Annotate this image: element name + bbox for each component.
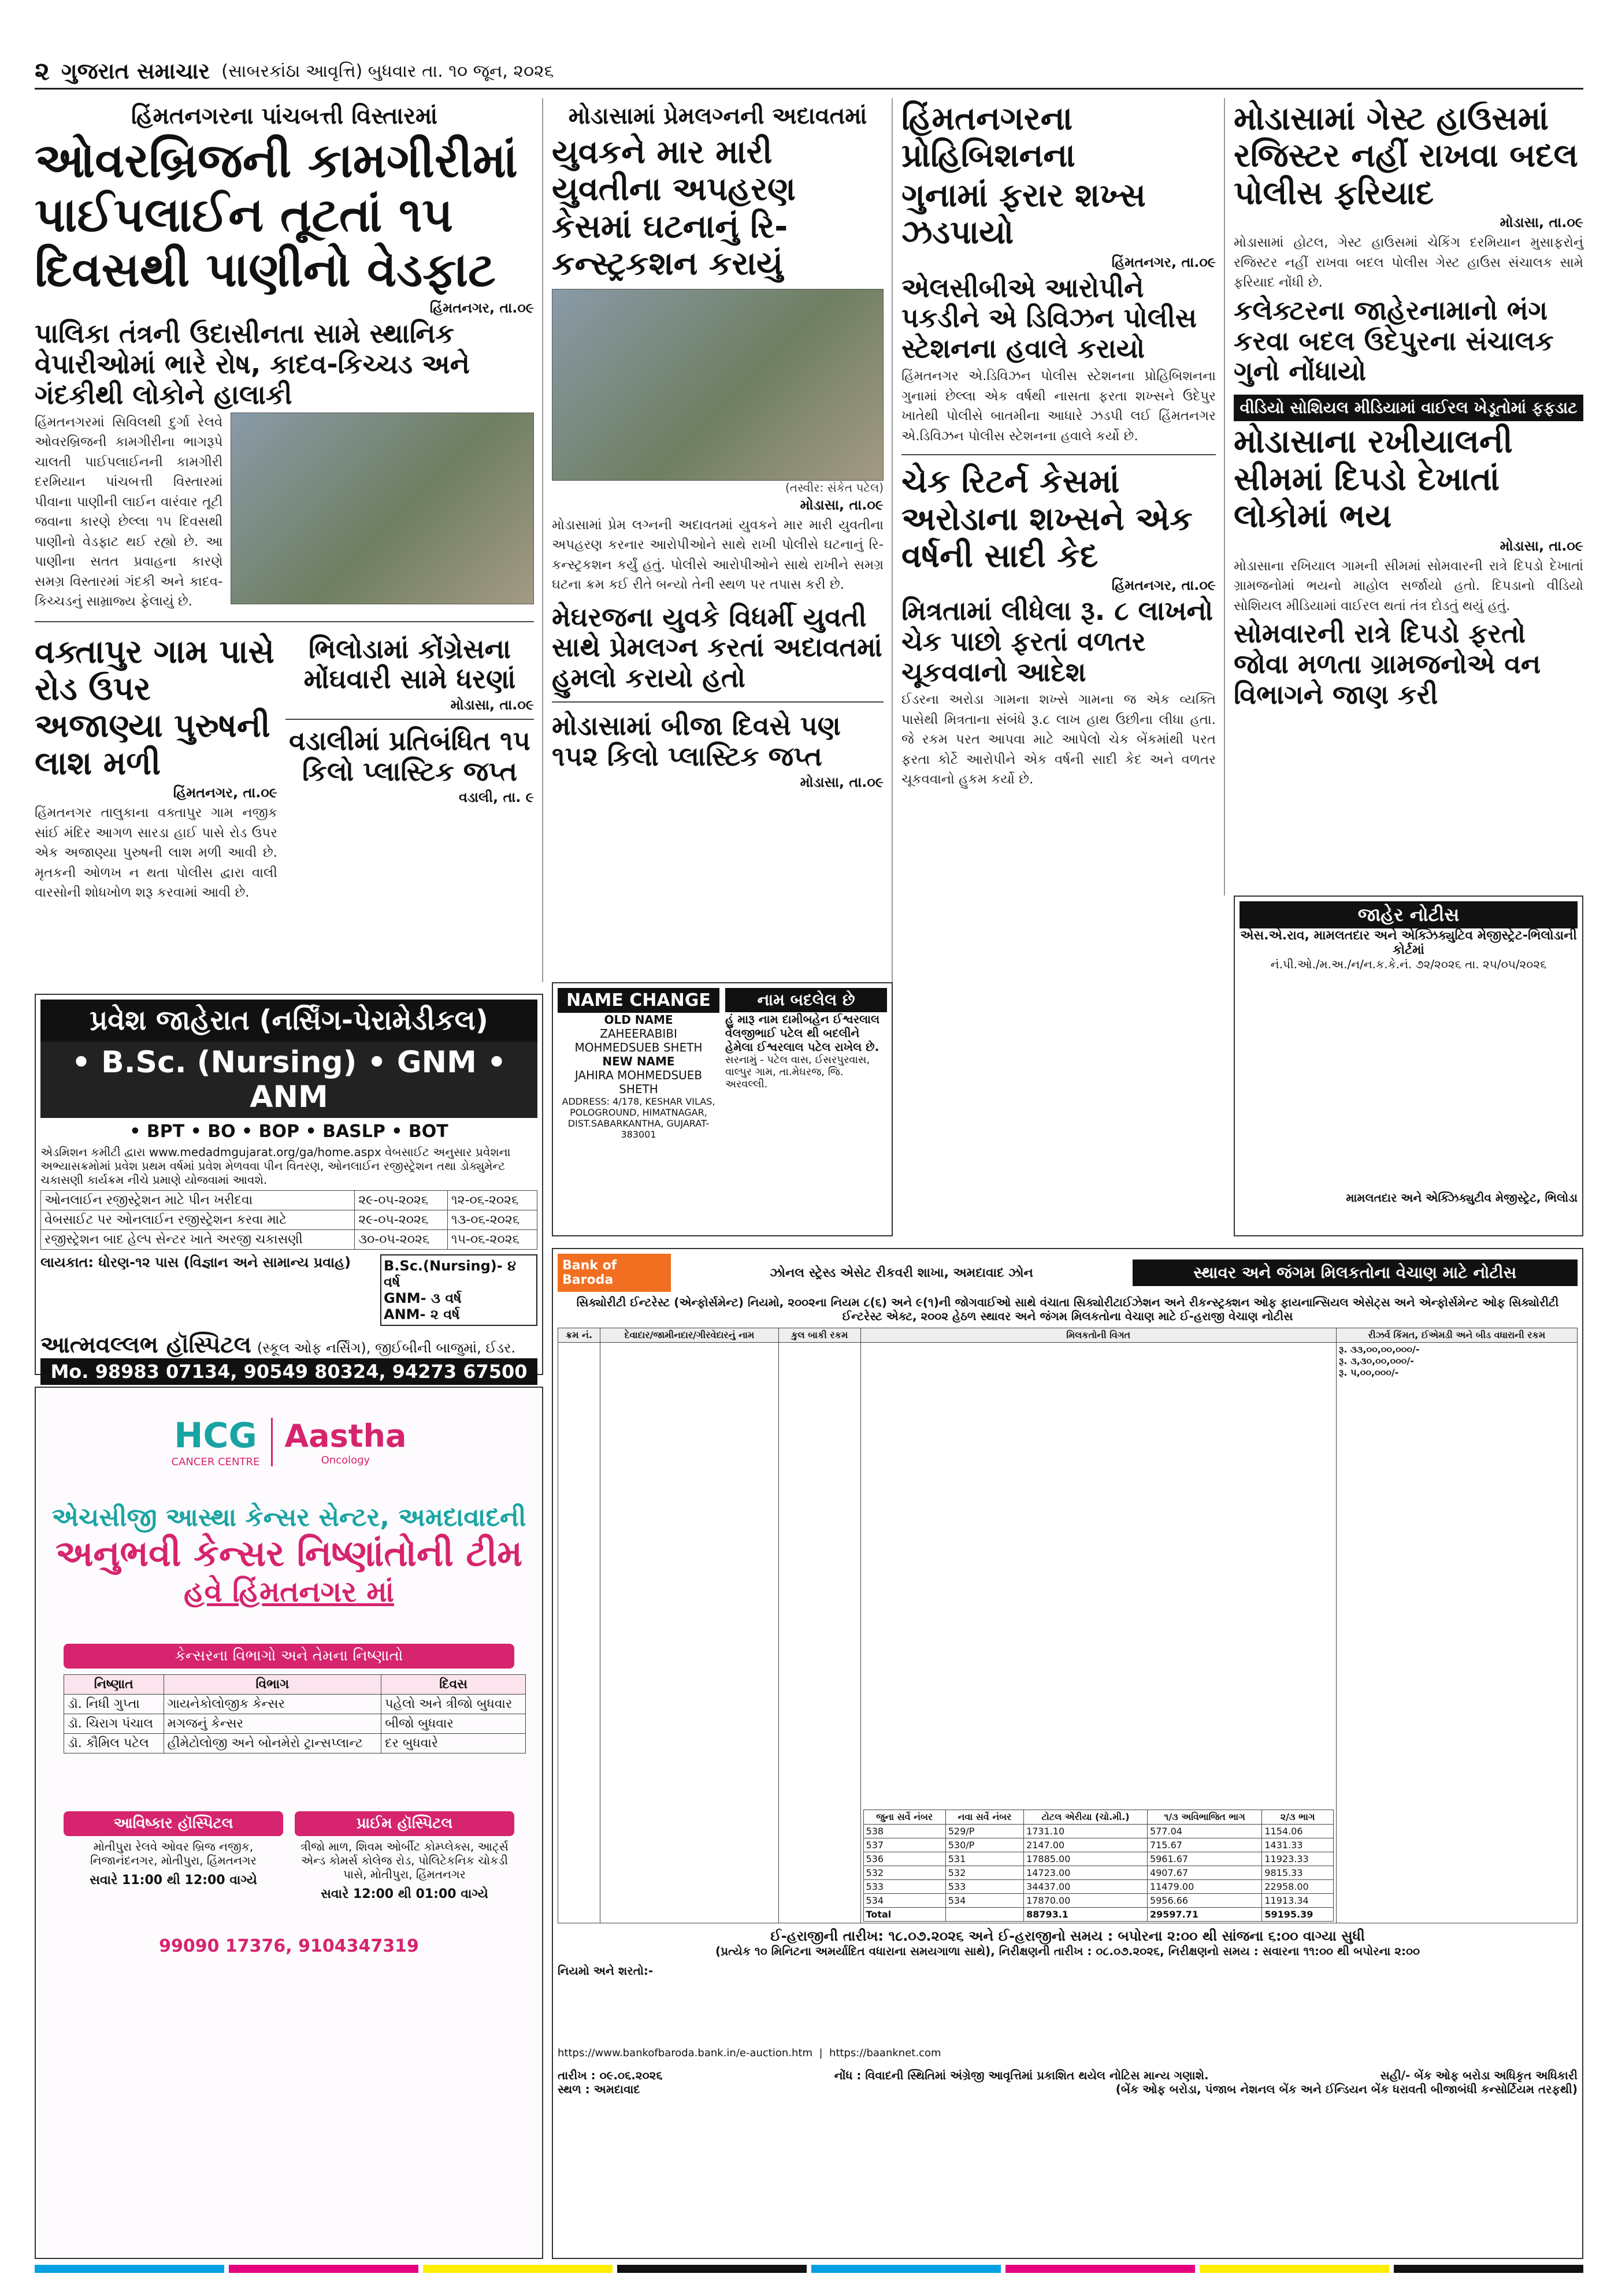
- cell: 5956.66: [1147, 1894, 1261, 1908]
- table-row: [863, 1866, 1333, 1880]
- page-number: ૨: [35, 57, 50, 86]
- h-property: મિલકતોની વિગત: [860, 1328, 1336, 1343]
- cell: 11923.33: [1262, 1852, 1334, 1866]
- cell: 531: [945, 1852, 1023, 1866]
- classifieds-block: [552, 982, 893, 1236]
- department: ગાયનેકોલોજીક કેન્સર: [164, 1695, 381, 1714]
- hcg-cancer-ad: [35, 1387, 543, 2259]
- reserve-cell: [1336, 1343, 1577, 1923]
- signer: મામલતદાર અને એક્ઝિક્યુટીવ મેજીસ્ટ્રેટ, ભિલોડા: [1346, 1191, 1578, 1205]
- col2-modasa-kidnap: [552, 98, 893, 982]
- photo-caption: (તસ્વીર: સંકેત પટેલ): [785, 480, 884, 495]
- cell: 1431.33: [1262, 1838, 1334, 1852]
- article-body: હિંમતનગર એ.ડિવિઝન પોલીસ સ્ટેશનના પ્રોહિબિશનના ગુનામાં છેલ્લા એક વર્ષથી નાસતા ફરતા શખ્સને ઉદેપુર ખાતેથી પોલીસે બાતમીના આધારે ઝડપી લઈ હિંમતનગર એ.ડિવિઝન પોલીસ સ્ટેશનના હવાલે કર્યો છે.: [901, 369, 1216, 444]
- cell: [945, 1908, 1023, 1922]
- kicker: હિંમતનગરના પાંચબત્તી વિસ્તારમાં: [131, 103, 438, 129]
- hcg-table-title: કેન્સરના વિભાગો અને તેમના નિષ્ણાતો: [64, 1644, 514, 1669]
- name-change-title-gu: નામ બદલેલ છે: [725, 988, 887, 1012]
- story3-dateline: મોડાસા, તા.૦૯: [800, 774, 884, 791]
- reserve-price: રૂ. ૩૩,૦૦,૦૦,૦૦૦/-: [1338, 1344, 1420, 1355]
- story3-headline: ભિલોડામાં કોંગ્રેસના મોંઘવારી સામે ધરણાં: [303, 633, 516, 695]
- new-name: JAHIRA MOHMEDSUEB SHETH: [574, 1068, 703, 1096]
- headline: ગુનામાં ફરાર શખ્સ ઝડપાયો: [901, 176, 1146, 252]
- schedule-start: ૨૯-૦૫-૨૦૨૬: [355, 1210, 448, 1230]
- bank-logo: Bank of Baroda: [558, 1254, 671, 1292]
- cell: 4907.67: [1147, 1866, 1261, 1880]
- name-change-text: હું મારૂ નામ દામીબહેન ઈશ્વરલાલ વેલજીભાઈ પટેલ થી બદલીને હેમેલા ઈશ્વરલાલ પટેલ રાખેલ છે.: [725, 1012, 880, 1054]
- admission-ad: [35, 994, 543, 1383]
- cell: 532: [863, 1866, 945, 1880]
- col-day: દિવસ: [381, 1675, 526, 1695]
- story2-sub-headline: મિત્રતામાં લીધેલા રૂ. ૮ લાખનો ચેક પાછો ફરતાં વળતર ચૂકવવાનો આદેશ: [901, 595, 1214, 688]
- cell: 1731.10: [1024, 1825, 1148, 1838]
- story3-headline: સોમવારની રાત્રે દિપડો ફરતો જોવા મળતા ગ્રામજનોએ વન વિભાગને જાણ કરી: [1234, 618, 1541, 710]
- doctor: ડૉ. કૌમિલ પટેલ: [64, 1734, 164, 1753]
- ad-courses: • B.Sc. (Nursing) • GNM • ANM: [40, 1042, 537, 1118]
- col-department: વિભાગ: [164, 1675, 381, 1695]
- schedule-end: ૧૨-૦૬-૨૦૨૬: [447, 1191, 537, 1210]
- cell: 537: [863, 1838, 945, 1852]
- cell: 5961.67: [1147, 1852, 1261, 1866]
- new-name-label: NEW NAME: [602, 1054, 675, 1068]
- edition-date: (સાબરકાંઠા આવૃત્તિ) બુધવાર તા. ૧૦ જૂન, ૨૦૨૬: [221, 61, 554, 81]
- duration-bsc: B.Sc.(Nursing)- ૪ વર્ષ: [384, 1258, 516, 1290]
- kicker: મોડાસામાં પ્રેમલગ્નની અદાવતમાં: [568, 103, 867, 129]
- cell: 529/P: [945, 1825, 1023, 1838]
- duration-gnm: GNM- ૩ વર્ષ: [384, 1290, 462, 1306]
- story2-headline: મોડાસાના રખીયાલની સીમમાં દિપડો દેખાતાં લોકોમાં ભય: [1234, 423, 1513, 536]
- location-1: [64, 1811, 283, 1901]
- footer-sign: સહી/- બેંક ઓફ બરોડા અધિકૃત અધિકારી: [1380, 2068, 1578, 2082]
- loc1-address: મોતીપુરા રેલવે ઓવર બ્રિજ નજીક, નિજાનંદનગર, મોતીપુરા, હિંમતનગર: [90, 1840, 257, 1867]
- hcg-logo-sub: CANCER CENTRE: [171, 1456, 260, 1468]
- col1-himmatnagar-pipeline: [35, 98, 543, 982]
- schedule-label: ઓનલાઈન રજીસ્ટ્રેશન માટે પીન ખરીદવા: [41, 1191, 355, 1210]
- ad-subcourses: • BPT • BO • BOP • BASLP • BOT: [129, 1121, 448, 1142]
- story2-headline: ચેક રિટર્ન કેસમાં અરોડાના શખ્સને એક વર્ષની સાદી કેદ: [901, 463, 1193, 575]
- name-change-sign: સરનામું - પટેલ વાસ, ઈસરપુરવાસ, વાલ્પુર ગામ, તા.મેઘરજ, જિ. અરવલ્લી.: [725, 1054, 870, 1090]
- headline: મોડાસામાં ગેસ્ટ હાઉસમાં રજિસ્ટર નહીં રાખવા બદલ પોલીસ ફરિયાદ: [1234, 100, 1578, 212]
- bank-auction-notice: [552, 1248, 1583, 2259]
- cell: 11913.34: [1262, 1894, 1334, 1908]
- cell: 538: [863, 1825, 945, 1838]
- story3-headline: મોડાસામાં બીજા દિવસે પણ ૧૫૨ કિલો પ્લાસ્ટિક જપ્ત: [552, 710, 841, 772]
- cell: 533: [945, 1880, 1023, 1894]
- masthead: ગુજરાત સમાચાર: [61, 58, 210, 84]
- day: પહેલો અને ત્રીજો બુધવાર: [381, 1695, 526, 1714]
- schedule-row: [41, 1191, 537, 1210]
- cell: 533: [863, 1880, 945, 1894]
- ad-phone: Mo. 98983 07134, 90549 80324, 94273 67500: [40, 1358, 537, 1385]
- footer-date: તારીખ : ૦૯.૦૬.૨૦૨૬: [558, 2068, 663, 2082]
- land-h: જુના સર્વે નંબર: [863, 1810, 945, 1825]
- land-h: ટોટલ એરીયા (ચો.મી.): [1024, 1810, 1148, 1825]
- cell: 14723.00: [1024, 1866, 1148, 1880]
- footer-note: નોંધ : વિવાદની સ્થિતિમાં અંગ્રેજી આવૃત્તિમાં પ્રકાશિત થયેલ નોટિસ માન્ય ગણાશે.: [834, 2068, 1209, 2082]
- location-2: [295, 1811, 514, 1901]
- hospital-address: (સ્કૂલ ઓફ નર્સિંગ), જીઈબીની બાજુમાં, ઈડર.: [257, 1340, 516, 1356]
- hcg-line1: એચસીજી આસ્થા કેન્સર સેન્ટર, અમદાવાદની: [51, 1503, 526, 1532]
- court-name: એસ.એ.રાવ, મામલતદાર અને એક્ઝિક્યુટિવ મેજીસ્ટ્રેટ-ભિલોડાની કોર્ટમાં: [1240, 928, 1577, 957]
- hcg-phone: 99090 17376, 9104347319: [159, 1936, 419, 1956]
- baanknet-link[interactable]: https://baanknet.com: [829, 2047, 941, 2059]
- department: હીમેટોલોજી અને બોનમેરો ટ્રાન્સપ્લાન્ટ: [164, 1734, 381, 1753]
- dateline: હિંમતનગર, તા.૦૯: [429, 299, 534, 316]
- story2-headline: વક્તાપુર ગામ પાસે રોડ ઉપર અજાણ્યા પુરુષની લાશ મળી: [35, 633, 274, 782]
- schedule-start: ૨૯-૦૫-૨૦૨૬: [355, 1191, 448, 1210]
- dues-cell: [778, 1343, 860, 1923]
- cell: 577.04: [1147, 1825, 1261, 1838]
- aastha-logo: Aastha: [284, 1417, 407, 1454]
- col3-prohibition: [901, 98, 1225, 896]
- headline: ઓવરબ્રિજની કામગીરીમાં પાઈપલાઈન તૂટતાં ૧૫ દિવસથી પાણીનો વેડફાટ: [35, 133, 518, 298]
- dateline: મોડાસા, તા.૦૯: [1500, 214, 1583, 231]
- department: મગજનું કેન્સર: [164, 1714, 381, 1734]
- bank-zone: ઝોનલ સ્ટ્રેસ્ડ એસેટ રીકવરી શાખા, અમદાવાદ ઝોન: [770, 1265, 1033, 1280]
- land-h: ૨/૩ ભાગ: [1262, 1810, 1334, 1825]
- loc1-time: સવારે 11:00 થી 12:00 વાગ્યે: [90, 1873, 257, 1888]
- cell: 715.67: [1147, 1838, 1261, 1852]
- story2-dateline: હિંમતનગર, તા.૦૯: [1111, 577, 1216, 594]
- story2-banner: વીડિયો સોશિયલ મીડિયામાં વાઈરલ ખેડૂતોમાં ફફડાટ: [1234, 395, 1583, 421]
- h-reserve: રીઝર્વ કિંમત, ઈએમડી અને બીડ વધારાની રકમ: [1336, 1328, 1577, 1343]
- sub-headline: કલેક્ટરના જાહેરનામાનો ભંગ કરવા બદલ ઉદેપુરના સંચાલક ગુનો નોંધાયો: [1234, 294, 1554, 387]
- cell: 9815.33: [1262, 1866, 1334, 1880]
- schedule-row: [41, 1230, 537, 1250]
- table-row: [863, 1880, 1333, 1894]
- terms-title: નિયમો અને શરતો:-: [558, 1964, 654, 1978]
- schedule-table: [40, 1190, 537, 1250]
- day: દર બુધવારે: [381, 1734, 526, 1753]
- cell: 17870.00: [1024, 1894, 1148, 1908]
- auction-sub: (પ્રત્યેક ૧૦ મિનિટના અમર્યાદિત વધારાના સમયગાળા સાથે), નિરીક્ષણની તારીખ : ૦૮.૦૭.૨૦૨૬, નિરીક્ષણનો સમય : સવારના ૧૧:૦૦ થી બપોરના ૨:૦૦: [715, 1944, 1420, 1958]
- ad-title: પ્રવેશ જાહેરાત (નર્સિંગ-પેરામેડીકલ): [40, 1000, 537, 1042]
- cell: 536: [863, 1852, 945, 1866]
- story4-headline: વડાલીમાં પ્રતિબંધિત ૧૫ કિલો પ્લાસ્ટિક જપ્ત: [289, 725, 530, 787]
- bank-footer-2: [558, 2082, 1578, 2096]
- bank-footer: [558, 2068, 1578, 2082]
- headline: યુવકને માર મારી યુવતીના અપહરણ કેસમાં ઘટનાનું રિ-કન્સ્ટ્રકશન કરાયું: [552, 133, 796, 283]
- cell: 1154.06: [1262, 1825, 1334, 1838]
- schedule-start: ૩૦-૦૫-૨૦૨૬: [355, 1230, 448, 1250]
- case-number: નં.પી.ઓ./મ.અ./ન/ન.ક.કે.નં. ૭૨/૨૦૨૬ તા. ૨૫/૦૫/૨૦૨૬: [1270, 957, 1547, 971]
- page-header: [35, 55, 1583, 90]
- print-color-bar: [35, 2265, 1583, 2273]
- old-name-label: OLD NAME: [604, 1013, 673, 1027]
- story2-dateline: હિંમતનગર, તા.૦૯: [173, 785, 277, 801]
- hcg-logo: HCG: [174, 1416, 257, 1456]
- aastha-logo-sub: Oncology: [321, 1454, 370, 1466]
- cell: 2147.00: [1024, 1838, 1148, 1852]
- court-notice: [1234, 896, 1583, 1236]
- story2-body: હિંમતનગર તાલુકાના વક્તાપુર ગામ નજીક સાંઈ મંદિર આગળ સારડા હાઈ પાસે રોડ ઉપર એક અજાણ્યા પુરુષની લાશ મળી આવી છે. મૃતકની ઓળખ ન થતા પોલીસ દ્વારા વાલી વારસોની શોધખોળ શરૂ કરવામાં આવી છે.: [35, 805, 277, 901]
- durations-box: [380, 1254, 537, 1326]
- schedule-label: વેબસાઈટ પર ઓનલાઈન રજીસ્ટ્રેશન કરવા માટે: [41, 1210, 355, 1230]
- cell: Total: [863, 1908, 945, 1922]
- story2-body: ઈડરના અરોડા ગામના શખ્સે ગામના જ એક વ્યક્તિ પાસેથી મિત્રતાના સંબંધે રૂ.૮ લાખ હાથ ઉછીના લીધા હતા. જે રકમ પરત આપવા માટે આપેલો ચેક બેંકમાંથી પરત ફરતા કોર્ટે આરોપીને એક વર્ષની સાદી કેદ અને વળતર ચૂકવવાનો હુકમ કર્યો છે.: [901, 692, 1216, 787]
- table-row: [64, 1714, 526, 1734]
- article-body: હિંમતનગરમાં સિવિલથી દુર્ગા રેલવે ઓવરબ્રિજની કામગીરીના ભાગરૂપે ચાલતી પાઈપલાઈનની કામગીરી દરમિયાન પાંચબત્તી વિસ્તારમાં પીવાના પાણીની લાઈન વારંવાર તૂટી જવાના કારણે છેલ્લા ૧૫ દિવસથી પાણીનો વેડફાટ થઈ રહ્યો છે. આ પાણીના સતત પ્રવાહના કારણે સમગ્ર વિસ્તારમાં ગંદકી અને કાદવ-કિચ્ચડનું સામ્રાજ્ય ફેલાયું છે.: [35, 414, 223, 610]
- story4-dateline: વડાલી, તા. ૯: [459, 789, 534, 806]
- land-h: ૧/૩ અવિભાજિત ભાગ: [1147, 1810, 1261, 1825]
- loc1-title: આવિષ્કાર હૉસ્પિટલ: [64, 1811, 283, 1836]
- cell: 59195.39: [1262, 1908, 1334, 1922]
- ad-intro: એડમિશન કમીટી દ્વારા www.medadmgujarat.org/ga/home.aspx વેબસાઈટ અનુસાર પ્રવેશના અભ્યાસક્રમોમાં પ્રવેશ પ્રથમ વર્ષમાં પ્રવેશ મેળવવા પીન વિતરણ, ઓનલાઈન રજીસ્ટ્રેશન તથા ડોક્યુમેન્ટ ચકાસણી કાર્યક્રમ નીચે પ્રમાણે યોજવામાં આવશે.: [40, 1145, 511, 1187]
- land-table: [863, 1810, 1334, 1922]
- table-row: [863, 1908, 1333, 1922]
- footer-brackets: (બેંક ઓફ બરોડા, પંજાબ નેશનલ બેંક અને ઈન્ડિયન બેંક ધરાવતી બીજાબંધી કન્સોર્ટિયમ તરફથી): [1115, 2082, 1578, 2096]
- col-doctor: નિષ્ણાત: [64, 1675, 164, 1695]
- schedule-label: રજીસ્ટ્રેશન બાદ હેલ્પ સેન્ટર ખાતે અરજી ચકાસણી: [41, 1230, 355, 1250]
- land-h: નવા સર્વે નંબર: [945, 1810, 1023, 1825]
- bank-websites: https://www.bankofbaroda.bank.in/e-auction.htm | https://baanknet.com: [558, 2047, 941, 2059]
- address: ADDRESS: 4/178, KESHAR VILAS, POLOGROUND, HIMATNAGAR, DIST.SABARKANTHA, GUJARAT-383001: [562, 1096, 715, 1140]
- borrower-cell: [600, 1343, 778, 1923]
- doctor: ડૉ. ચિરાગ પંચાલ: [64, 1714, 164, 1734]
- cell: 532: [945, 1866, 1023, 1880]
- article-body: મોડાસામાં પ્રેમ લગ્નની અદાવતમાં યુવકને માર મારી યુવતીના અપહરણ કરનાર આરોપીઓને સાથે રાખી પોલીસે ઘટનાનું રિ-કન્સ્ટ્રકશન કર્યું હતું. પોલીસે આરોપીઓને સાથે રાખીને સમગ્ર ઘટના ક્રમ કઈ રીતે બન્યો તેની સ્થળ પર તપાસ કરી છે.: [552, 517, 884, 593]
- loc2-time: સવારે 12:00 થી 01:00 વાગ્યે: [321, 1887, 488, 1901]
- hcg-line2: અનુભવી કેન્સર નિષ્ણાંતોની ટીમ: [55, 1532, 523, 1574]
- article-body: મોડાસામાં હોટલ, ગેસ્ટ હાઉસમાં ચેકિંગ દરમિયાન મુસાફરોનું રજિસ્ટર નહીં રાખવા બદલ પોલીસ ગેસ્ટ હાઉસ સંચાલક સામે ફરિયાદ નોંધી છે.: [1234, 235, 1583, 291]
- dateline: હિંમતનગર, તા.૦૯: [1111, 254, 1216, 270]
- duration-anm: ANM- ૨ વર્ષ: [384, 1306, 460, 1322]
- story2-body: મોડાસાના રખિયાલ ગામની સીમમાં સોમવારની રાત્રે દિપડો દેખાતાં ગ્રામજનોમાં ભયનો માહોલ સર્જાયો હતો. દિપડાનો વીડિયો સોશિયલ મીડિયામાં વાઈરલ થતાં તંત્ર દોડતું થયું હતું.: [1234, 558, 1583, 614]
- emd: રૂ. ૩,૩૦,૦૦,૦૦૦/-: [1338, 1355, 1414, 1366]
- sub-headline: પાલિકા તંત્રની ઉદાસીનતા સામે સ્થાનિક વેપારીઓમાં ભારે રોષ, કાદવ-કિચ્ચડ અને ગંદકીથી લોકોને હાલાકી: [35, 317, 470, 410]
- table-row: [64, 1695, 526, 1714]
- bank-property-table: [558, 1328, 1578, 1923]
- h-borrower: દેવાદાર/જામીનદાર/ગીરવેદારનું નામ: [600, 1328, 778, 1343]
- hospital-name: આત્મવલ્લભ હૉસ્પિટલ: [40, 1332, 251, 1358]
- hcg-line3: હવે હિંમતનગર માં: [184, 1575, 394, 1608]
- bank-notice-title: સ્થાવર અને જંગમ મિલકતોના વેચાણ માટે નોટીસ: [1133, 1260, 1578, 1286]
- road-water-photo: [231, 413, 534, 604]
- schedule-end: ૧૩-૦૬-૨૦૨૬: [447, 1210, 537, 1230]
- cell: 534: [863, 1894, 945, 1908]
- story2-dateline: મોડાસા, તા.૦૯: [1500, 537, 1583, 554]
- eligibility: લાયકાત: ધોરણ-૧૨ પાસ (વિજ્ઞાન અને સામાન્ય પ્રવાહ): [40, 1254, 351, 1270]
- day: બીજો બુધવાર: [381, 1714, 526, 1734]
- cell: 22958.00: [1262, 1880, 1334, 1894]
- h-sr: ક્રમ નં.: [558, 1328, 600, 1343]
- table-row: [863, 1838, 1333, 1852]
- bank-website-link[interactable]: https://www.bankofbaroda.bank.in/e-auction.htm: [558, 2047, 812, 2059]
- footer-place: સ્થળ : અમદાવાદ: [558, 2082, 640, 2096]
- cell: 530/P: [945, 1838, 1023, 1852]
- hcg-table: [64, 1674, 526, 1753]
- bid-increment: રૂ. ૫,૦૦,૦૦૦/-: [1338, 1367, 1399, 1378]
- cell: 29597.71: [1147, 1908, 1261, 1922]
- notice-title: જાહેર નોટીસ: [1240, 901, 1578, 928]
- table-row: [863, 1894, 1333, 1908]
- cell: 534: [945, 1894, 1023, 1908]
- story2-headline: મેઘરજના યુવકે વિધર્મી યુવતી સાથે પ્રેમલગ્ન કરતાં અદાવતમાં હુમલો કરાયો હતો: [552, 601, 882, 694]
- col4-modasa-guest-house: [1234, 98, 1583, 896]
- dateline: મોડાસા, તા.૦૯: [800, 496, 884, 513]
- doctor: ડૉ. નિધી ગુપ્તા: [64, 1695, 164, 1714]
- table-row: [64, 1734, 526, 1753]
- kicker: હિંમતનગરના પ્રોહિબિશનના: [901, 100, 1075, 175]
- cell: 88793.1: [1024, 1908, 1148, 1922]
- name-change-title: NAME CHANGE: [558, 988, 719, 1013]
- old-name: ZAHEERABIBI MOHMEDSUEB SHETH: [574, 1027, 703, 1054]
- loc2-title: પ્રાઈમ હૉસ્પિટલ: [295, 1811, 514, 1836]
- cell: 11479.00: [1147, 1880, 1261, 1894]
- loc2-address: ત્રીજો માળ, શિવમ ઓર્બીટ કોમ્પ્લેક્સ, આર્ટ્સ એન્ડ કોમર્સ કોલેજ રોડ, પોલિટેકનિક ચોકડી પાસે, મોતીપુરા, હિંમતનગર: [300, 1840, 509, 1881]
- auction-date: ઈ-હરાજીની તારીખ: ૧૮.૦૭.૨૦૨૬ અને ઈ-હરાજીનો સમય : બપોરના ૨:૦૦ થી સાંજના ૬:૦૦ વાગ્યા સુધી: [770, 1928, 1365, 1944]
- cell: 17885.00: [1024, 1852, 1148, 1866]
- story3-dateline: મોડાસા, તા.૦૯: [450, 697, 534, 714]
- bank-act: સિક્યોરીટી ઈન્ટરેસ્ટ (એન્ફોર્સમેન્ટ) નિયમો, ૨૦૦૨ના નિયમ ૮(૬) અને ૯(૧)ની જોગવાઈઓ સાથે વંચાતા સિક્યોરીટાઈઝેશન અને રીકન્સ્ટ્રક્શન ઓફ ફાયનાન્સિયલ એસેટ્સ અને એન્ફોર્સમેન્ટ ઓફ સિક્યોરીટી ઈન્ટરેસ્ટ એક્ટ, ૨૦૦૨ હેઠળ સ્થાવર અને જંગમ મિલકતોના વેચાણ માટે ઈ-હરાજી વેચાણ નોટીસ: [576, 1295, 1559, 1323]
- schedule-end: ૧૫-૦૬-૨૦૨૬: [447, 1230, 537, 1250]
- table-row: [863, 1825, 1333, 1838]
- h-dues: કુલ બાકી રકમ: [778, 1328, 860, 1343]
- table-row: [863, 1852, 1333, 1866]
- sr-cell: [558, 1343, 600, 1923]
- police-reconstruction-photo: [552, 289, 884, 481]
- cell: 34437.00: [1024, 1880, 1148, 1894]
- sub-headline: એલસીબીએ આરોપીને પકડીને એ ડિવિઝન પોલીસ સ્ટેશનના હવાલે કરાયો: [901, 272, 1197, 365]
- property-cell: [860, 1343, 1336, 1923]
- schedule-row: [41, 1210, 537, 1230]
